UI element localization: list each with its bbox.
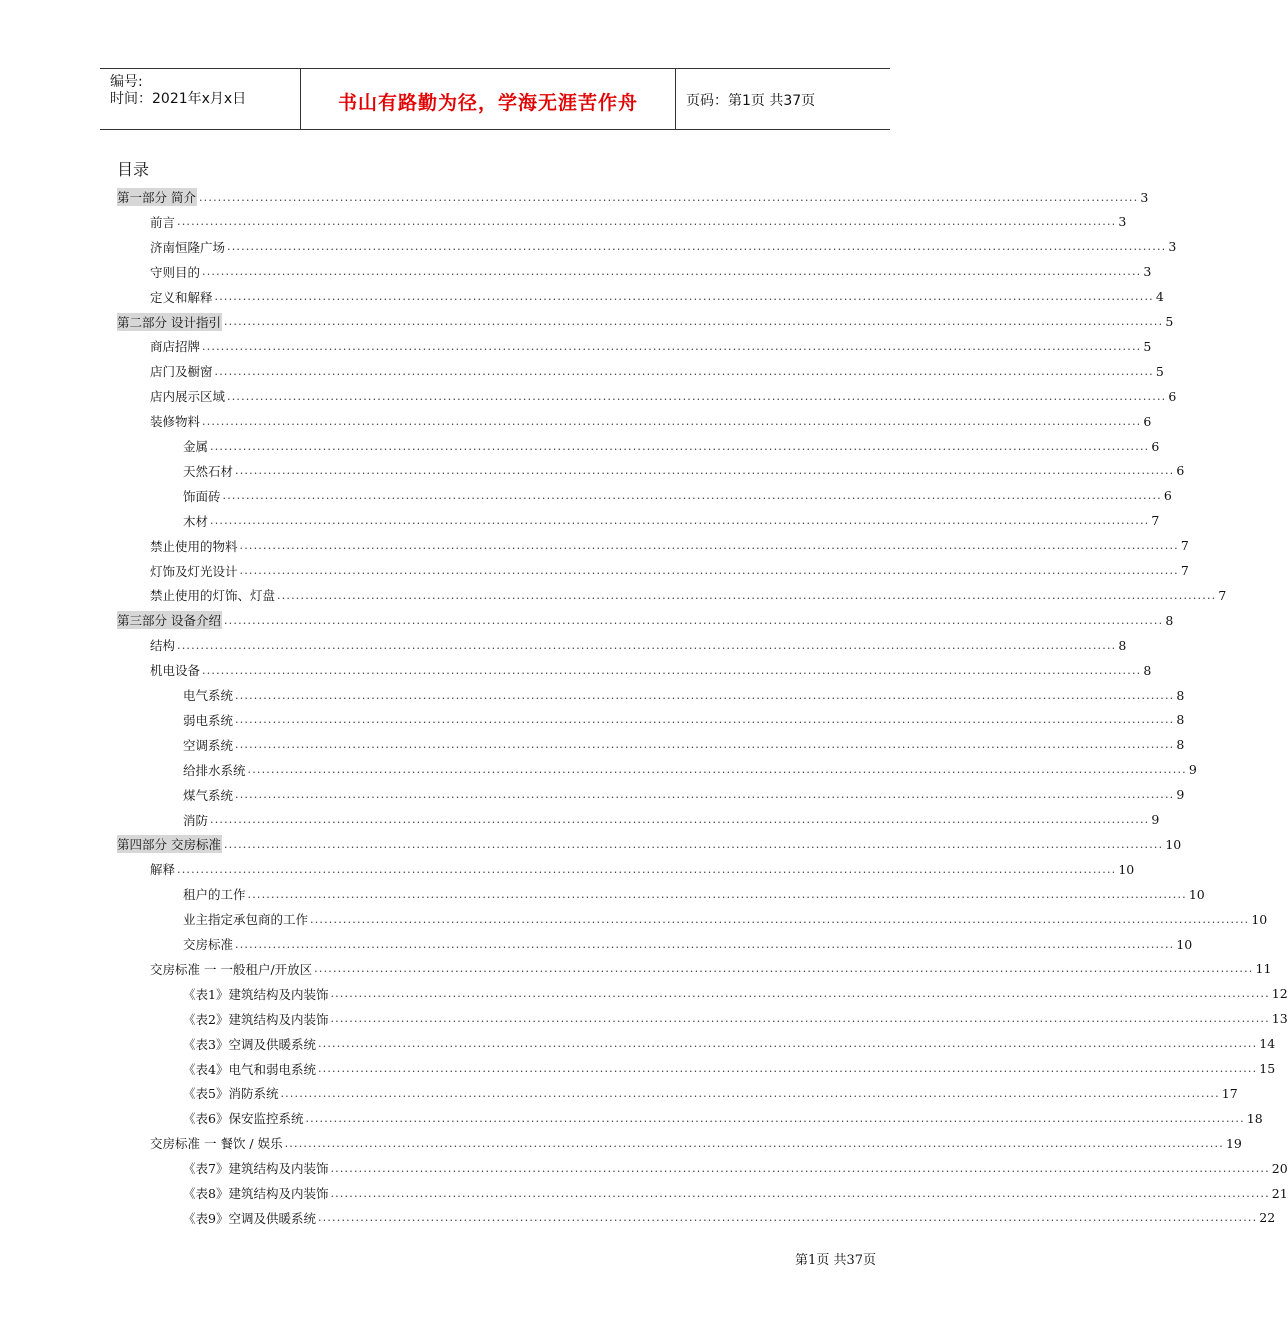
toc-entry-label: 弱电系统 [183,712,234,728]
toc-entry[interactable] [183,685,1185,705]
toc-leader-dots: ........................................................................................................................................................................................................ [239,564,1179,577]
toc-entry-label: 《表9》空调及供暖系统 [183,1210,316,1226]
toc-leader-dots: ........................................................................................................................................................................................................ [177,862,1117,876]
toc-leader-dots: ........................................................................................................................................................................................................ [214,290,1154,304]
header-page-cell [676,69,890,129]
header-motto: 书山有路勤为径，学海无涯苦作舟 [337,92,638,114]
toc-entry-label: 《表2》建筑结构及内装饰 [183,1011,329,1027]
document-number-label: 编号: [110,74,143,90]
toc-leader-dots: ........................................................................................................................................................................................................ [214,364,1154,378]
toc-entry-page: 8 [1118,637,1127,653]
toc-entry-page: 9 [1176,787,1185,803]
toc-leader-dots: ........................................................................................................................................................................................................ [330,987,1270,1001]
toc-entry-label: 店内展示区域 [150,389,226,405]
toc-leader-dots: ........................................................................................................................................................................................................ [247,887,1187,901]
toc-entry[interactable] [183,785,1185,805]
toc-entry-label: 《表8》建筑结构及内装饰 [183,1186,329,1201]
toc-entry-label: 禁止使用的灯饰、灯盘 [150,588,276,604]
toc-leader-dots: ........................................................................................................................................................................................................ [284,1136,1224,1150]
toc-entry-label: 《表7》建筑结构及内装饰 [183,1161,329,1177]
toc-entry-page: 5 [1143,338,1152,354]
toc-entry-label: 煤气系统 [183,787,234,803]
toc-leader-dots: ........................................................................................................................................................................................................ [177,638,1117,652]
toc-entry-page: 15 [1259,1061,1276,1076]
toc-leader-dots: ........................................................................................................................................................................................................ [223,837,1164,851]
toc-entry-page: 21 [1271,1185,1288,1201]
toc-entry-page: 19 [1225,1135,1242,1151]
toc-entry-label: 第四部分 交房标准 [117,837,221,853]
toc-entry-label: 第三部分 设备介绍 [117,613,221,629]
toc-entry-page: 11 [1255,961,1272,977]
toc-entry-label: 《表6》保安监控系统 [183,1111,304,1127]
toc-entry-label: 天然石材 [183,463,234,479]
toc-entry[interactable] [183,1158,1288,1178]
toc-entry[interactable] [183,511,1160,531]
toc-entry-page: 6 [1176,463,1185,479]
toc-entry-page: 10 [1176,936,1193,952]
toc-entry[interactable] [183,1034,1276,1054]
toc-entry-page: 20 [1271,1160,1288,1176]
document-time-label: 时间：2021年x月x日 [110,91,247,107]
toc-entry-page: 5 [1155,363,1164,379]
toc-entry[interactable] [150,536,1189,556]
toc-entry-label: 前言 [150,214,176,230]
toc-entry-page: 18 [1246,1110,1263,1126]
toc-entry-label: 饰面砖 [183,488,221,504]
toc-entry-label: 金属 [183,439,209,454]
toc-leader-dots: ........................................................................................................................................................................................................ [210,514,1150,528]
toc-entry-page: 3 [1143,264,1152,280]
toc-leader-dots: ........................................................................................................................................................................................................ [317,1211,1258,1225]
header-meta-cell [100,69,301,129]
toc-entry-label: 业主指定承包商的工作 [183,912,309,928]
toc-entry-page: 17 [1221,1085,1238,1101]
toc-entry[interactable] [150,262,1152,282]
toc-entry-label: 定义和解释 [150,289,213,305]
toc-leader-dots: ........................................................................................................................................................................................................ [305,1111,1245,1125]
toc-entry-page: 8 [1143,662,1152,678]
toc-leader-dots: ........................................................................................................................................................................................................ [227,240,1167,254]
toc-leader-dots: ........................................................................................................................................................................................................ [202,339,1142,353]
toc-leader-dots: ........................................................................................................................................................................................................ [330,1161,1270,1175]
toc-entry[interactable] [183,1009,1288,1029]
toc-entry[interactable] [117,834,1182,854]
toc-entry-page: 5 [1165,314,1174,329]
toc-leader-dots: ........................................................................................................................................................................................................ [314,962,1254,976]
toc-entry[interactable] [150,660,1152,680]
toc-entry[interactable] [150,212,1127,232]
toc-entry-label: 守则目的 [150,264,201,280]
toc-entry-page: 13 [1271,1011,1288,1027]
toc-entry-page: 9 [1151,812,1160,827]
toc-entry-label: 交房标准 一 餐饮 / 娱乐 [150,1136,283,1152]
footer-page-number: 第1页 共37页 [795,1253,876,1268]
header-page-number: 页码：第1页 共37页 [686,93,816,109]
toc-entry-page: 8 [1176,687,1185,703]
toc-entry[interactable] [183,1108,1263,1128]
toc-entry-page: 3 [1140,189,1149,205]
page-header [100,68,890,130]
toc-entry-page: 10 [1118,861,1135,877]
toc-leader-dots: ........................................................................................................................................................................................................ [235,464,1175,478]
header-motto-cell [301,69,676,129]
toc-entry-page: 4 [1155,289,1164,305]
toc-entry-page: 14 [1259,1036,1276,1052]
toc-entry[interactable] [150,411,1152,431]
toc-entry[interactable] [183,1083,1238,1103]
toc-leader-dots: ........................................................................................................................................................................................................ [277,588,1217,602]
toc-leader-dots: ........................................................................................................................................................................................................ [235,688,1175,702]
toc-entry[interactable] [183,1059,1276,1079]
toc-leader-dots: ........................................................................................................................................................................................................ [235,937,1175,951]
toc-leader-dots: ........................................................................................................................................................................................................ [235,738,1175,752]
toc-title: 目录 [117,160,150,179]
toc-entry[interactable] [150,859,1135,879]
toc-entry-label: 第二部分 设计指引 [117,314,221,330]
toc-entry-label: 第一部分 简介 [117,190,196,205]
toc-leader-dots: ........................................................................................................................................................................................................ [210,439,1150,453]
toc-entry-page: 6 [1168,388,1177,404]
toc-entry-label: 《表3》空调及供暖系统 [183,1036,316,1052]
toc-entry-page: 8 [1165,612,1174,628]
toc-leader-dots: ........................................................................................................................................................................................................ [310,912,1250,926]
toc-entry-page: 8 [1176,737,1185,753]
toc-entry-page: 6 [1163,488,1172,504]
toc-leader-dots: ........................................................................................................................................................................................................ [247,763,1187,777]
toc-leader-dots: ........................................................................................................................................................................................................ [317,1037,1258,1051]
toc-leader-dots: ........................................................................................................................................................................................................ [223,613,1164,627]
toc-leader-dots: ........................................................................................................................................................................................................ [235,788,1175,802]
toc-entry-label: 济南恒隆广场 [150,239,226,255]
toc-leader-dots: ........................................................................................................................................................................................................ [280,1086,1220,1100]
toc-entry[interactable] [150,585,1227,605]
toc-entry-label: 装修物料 [150,414,201,430]
toc-leader-dots: ........................................................................................................................................................................................................ [198,190,1139,204]
toc-entry[interactable] [183,760,1197,780]
toc-entry-label: 店门及橱窗 [150,364,213,380]
toc-entry[interactable] [183,909,1268,929]
toc-entry-label: 交房标准 [183,937,234,952]
toc-entry-page: 3 [1168,239,1177,255]
toc-entry[interactable] [183,810,1160,830]
toc-leader-dots: ........................................................................................................................................................................................................ [330,1012,1270,1026]
toc-entry-label: 电气系统 [183,688,234,703]
toc-entry-page: 7 [1151,513,1160,529]
toc-entry-page: 6 [1151,438,1160,454]
toc-leader-dots: ........................................................................................................................................................................................................ [317,1062,1258,1075]
toc-entry-page: 10 [1165,836,1182,852]
toc-entry[interactable] [183,984,1288,1004]
toc-entry-label: 解释 [150,862,176,878]
toc-entry-page: 9 [1188,762,1197,778]
toc-leader-dots: ........................................................................................................................................................................................................ [330,1186,1270,1200]
toc-entry-label: 商店招牌 [150,339,201,355]
toc-entry-label: 禁止使用的物料 [150,538,238,554]
toc-leader-dots: ........................................................................................................................................................................................................ [202,663,1142,677]
toc-entry[interactable] [150,361,1164,381]
toc-entry-label: 木材 [183,513,209,529]
toc-leader-dots: ........................................................................................................................................................................................................ [202,265,1142,279]
toc-entry[interactable] [117,312,1174,332]
toc-entry-label: 租户的工作 [183,887,246,903]
toc-entry[interactable] [150,635,1127,655]
toc-leader-dots: ........................................................................................................................................................................................................ [235,713,1175,727]
toc-entry-label: 《表1》建筑结构及内装饰 [183,986,329,1002]
toc-entry-label: 机电设备 [150,663,201,679]
toc-entry[interactable] [183,1208,1276,1228]
toc-entry[interactable] [150,237,1177,257]
toc-entry[interactable] [150,287,1164,307]
toc-entry[interactable] [117,610,1174,630]
toc-entry-label: 结构 [150,638,176,654]
toc-entry[interactable] [183,710,1185,730]
toc-entry-page: 22 [1259,1210,1276,1226]
toc-entry[interactable] [183,934,1193,954]
toc-entry-label: 空调系统 [183,737,234,753]
toc-entry[interactable] [150,959,1272,979]
toc-entry[interactable] [183,1183,1288,1203]
toc-leader-dots: ........................................................................................................................................................................................................ [239,539,1179,553]
toc-entry[interactable] [183,735,1185,755]
toc-leader-dots: ........................................................................................................................................................................................................ [177,215,1117,229]
toc-entry[interactable] [150,561,1189,581]
toc-entry-page: 3 [1118,214,1127,230]
toc-entry[interactable] [150,1133,1242,1153]
toc-entry-page: 7 [1180,538,1189,554]
toc-entry-page: 12 [1271,986,1288,1002]
toc-leader-dots: ........................................................................................................................................................................................................ [222,489,1162,503]
toc-entry-page: 7 [1218,587,1227,603]
toc-entry-label: 《表5》消防系统 [183,1086,279,1102]
toc-leader-dots: ........................................................................................................................................................................................................ [223,315,1164,328]
toc-entry-label: 《表4》电气和弱电系统 [183,1061,316,1077]
toc-entry[interactable] [183,436,1160,456]
toc-entry-label: 消防 [183,812,209,828]
toc-entry-label: 给排水系统 [183,762,246,778]
toc-entry-page: 10 [1188,886,1205,902]
toc-leader-dots: ........................................................................................................................................................................................................ [227,389,1167,403]
toc-leader-dots: ........................................................................................................................................................................................................ [210,813,1150,826]
toc-entry-label: 灯饰及灯光设计 [150,563,238,579]
toc-entry-page: 8 [1176,712,1185,728]
toc-entry[interactable] [150,386,1177,406]
toc-entry[interactable] [183,884,1205,904]
toc-leader-dots: ........................................................................................................................................................................................................ [202,414,1142,428]
toc-entry-page: 10 [1251,911,1268,927]
toc-entry[interactable] [117,187,1149,207]
toc-entry[interactable] [183,461,1185,481]
toc-entry-page: 6 [1143,413,1152,429]
toc-entry-label: 交房标准 一 一般租户/开放区 [150,961,313,977]
toc-entry[interactable] [150,336,1152,356]
toc-entry[interactable] [183,486,1172,506]
toc-entry-page: 7 [1180,563,1189,578]
